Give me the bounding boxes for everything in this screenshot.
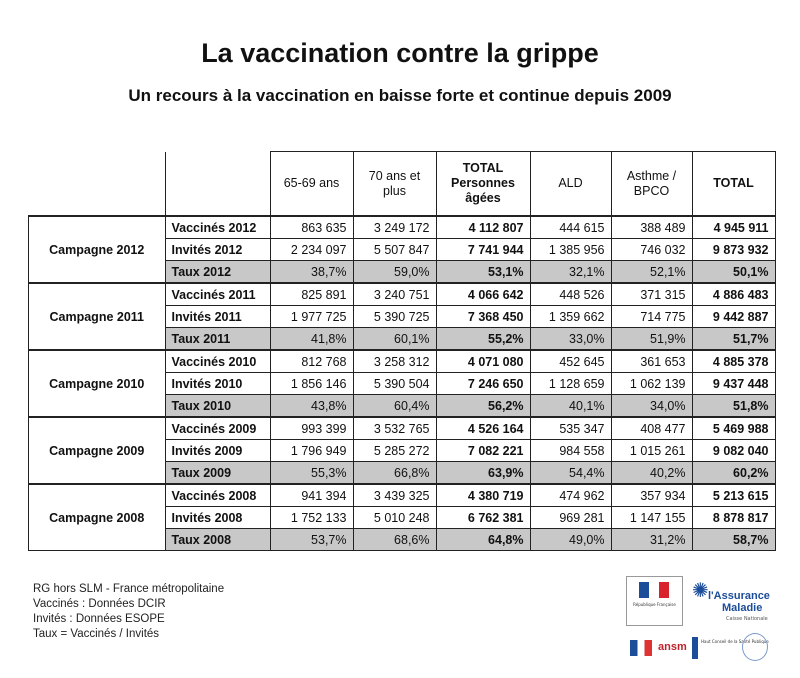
table-cell: 4 380 719 — [436, 484, 530, 507]
table-cell: 56,2% — [436, 395, 530, 418]
table-cell: 3 258 312 — [353, 350, 436, 373]
table-cell: 6 762 381 — [436, 507, 530, 529]
campaign-label: Campagne 2011 — [29, 283, 166, 350]
footnote: Taux = Vaccinés / Invités — [33, 628, 160, 640]
table-cell: 52,1% — [611, 261, 692, 284]
footnote: Invités : Données ESOPE — [33, 613, 165, 625]
table-cell: 55,3% — [270, 462, 353, 485]
table-cell: 51,9% — [611, 328, 692, 351]
table-cell: 55,2% — [436, 328, 530, 351]
campaign-label: Campagne 2009 — [29, 417, 166, 484]
table-cell: 41,8% — [270, 328, 353, 351]
table-cell: 7 368 450 — [436, 306, 530, 328]
row-label: Taux 2010 — [165, 395, 270, 418]
table-cell: 60,2% — [692, 462, 775, 485]
header-asthme-bpco: Asthme / BPCO — [611, 152, 692, 217]
hcsp-logo — [692, 637, 769, 659]
row-label: Invités 2008 — [165, 507, 270, 529]
assurance-logo-line3: Caisse Nationale — [726, 616, 768, 622]
table-cell: 535 347 — [530, 417, 611, 440]
table-cell: 4 885 378 — [692, 350, 775, 373]
row-label: Invités 2010 — [165, 373, 270, 395]
table-cell: 60,4% — [353, 395, 436, 418]
table-cell: 5 507 847 — [353, 239, 436, 261]
table-cell: 1 015 261 — [611, 440, 692, 462]
table-cell: 812 768 — [270, 350, 353, 373]
table-cell: 68,6% — [353, 529, 436, 551]
row-label: Invités 2009 — [165, 440, 270, 462]
blank-corner-cell — [29, 152, 166, 217]
table-cell: 825 891 — [270, 283, 353, 306]
table-cell: 474 962 — [530, 484, 611, 507]
table-cell: 9 873 932 — [692, 239, 775, 261]
footnote: RG hors SLM - France métropolitaine — [33, 583, 225, 595]
table-cell: 53,7% — [270, 529, 353, 551]
table-cell: 7 082 221 — [436, 440, 530, 462]
table-cell: 4 071 080 — [436, 350, 530, 373]
table-cell: 8 878 817 — [692, 507, 775, 529]
row-label: Vaccinés 2012 — [165, 216, 270, 239]
table-cell: 371 315 — [611, 283, 692, 306]
table-cell: 969 281 — [530, 507, 611, 529]
table-cell: 714 775 — [611, 306, 692, 328]
table-cell: 452 645 — [530, 350, 611, 373]
table-cell: 34,0% — [611, 395, 692, 418]
header-total-personnes-agees: TOTAL Personnes âgées — [436, 152, 530, 217]
page-subtitle: Un recours à la vaccination en baisse forte et continue depuis 2009 — [128, 86, 672, 105]
table-cell: 5 213 615 — [692, 484, 775, 507]
republique-logo-text: République Française — [633, 602, 676, 607]
table-cell: 7 246 650 — [436, 373, 530, 395]
table-cell: 4 112 807 — [436, 216, 530, 239]
row-label: Vaccinés 2010 — [165, 350, 270, 373]
table-cell: 1 128 659 — [530, 373, 611, 395]
table-cell: 1 752 133 — [270, 507, 353, 529]
table-cell: 40,1% — [530, 395, 611, 418]
table-cell: 941 394 — [270, 484, 353, 507]
vaccination-table — [28, 151, 776, 551]
table-cell: 357 934 — [611, 484, 692, 507]
table-cell: 9 082 040 — [692, 440, 775, 462]
round-seal-logo-icon — [742, 633, 768, 661]
table-cell: 444 615 — [530, 216, 611, 239]
header-total: TOTAL — [692, 152, 775, 217]
table-cell: 60,1% — [353, 328, 436, 351]
table-cell: 4 066 642 — [436, 283, 530, 306]
row-label: Invités 2011 — [165, 306, 270, 328]
page-title: La vaccination contre la grippe — [201, 38, 599, 68]
table-cell: 1 147 155 — [611, 507, 692, 529]
table-cell: 40,2% — [611, 462, 692, 485]
assurance-maladie-mark-icon: ✺ — [692, 578, 709, 602]
table-cell: 5 010 248 — [353, 507, 436, 529]
table-cell: 388 489 — [611, 216, 692, 239]
table-cell: 408 477 — [611, 417, 692, 440]
table-cell: 51,7% — [692, 328, 775, 351]
table-header-row — [29, 152, 776, 217]
ansm-logo: ansm — [658, 641, 687, 653]
table-cell: 1 856 146 — [270, 373, 353, 395]
header-70-plus: 70 ans et plus — [353, 152, 436, 217]
row-label: Taux 2011 — [165, 328, 270, 351]
table-cell: 4 526 164 — [436, 417, 530, 440]
table-cell: 746 032 — [611, 239, 692, 261]
table-cell: 984 558 — [530, 440, 611, 462]
table-cell: 9 437 448 — [692, 373, 775, 395]
row-label: Vaccinés 2008 — [165, 484, 270, 507]
header-ald: ALD — [530, 152, 611, 217]
assurance-logo-line1: l'Assurance — [708, 590, 770, 602]
row-label: Taux 2008 — [165, 529, 270, 551]
table-cell: 1 796 949 — [270, 440, 353, 462]
campaign-label: Campagne 2012 — [29, 216, 166, 283]
table-row — [29, 484, 776, 507]
table-cell: 63,9% — [436, 462, 530, 485]
table-cell: 32,1% — [530, 261, 611, 284]
table-cell: 863 635 — [270, 216, 353, 239]
table-cell: 448 526 — [530, 283, 611, 306]
footnotes — [33, 582, 224, 642]
table-cell: 49,0% — [530, 529, 611, 551]
table-cell: 50,1% — [692, 261, 775, 284]
row-label: Taux 2009 — [165, 462, 270, 485]
table-row — [29, 283, 776, 306]
table-cell: 59,0% — [353, 261, 436, 284]
table-row — [29, 417, 776, 440]
table-cell: 51,8% — [692, 395, 775, 418]
table-cell: 1 062 139 — [611, 373, 692, 395]
table-cell: 3 240 751 — [353, 283, 436, 306]
table-cell: 1 385 956 — [530, 239, 611, 261]
table-cell: 3 532 765 — [353, 417, 436, 440]
assurance-logo-line2: Maladie — [722, 602, 763, 614]
blank-corner-cell — [165, 152, 270, 217]
table-row — [29, 216, 776, 239]
table-cell: 361 653 — [611, 350, 692, 373]
row-label: Vaccinés 2009 — [165, 417, 270, 440]
hcsp-logo-text: Haut Conseil de la Santé Publique — [701, 639, 769, 644]
table-cell: 58,7% — [692, 529, 775, 551]
header-65-69: 65-69 ans — [270, 152, 353, 217]
table-cell: 1 359 662 — [530, 306, 611, 328]
row-label: Invités 2012 — [165, 239, 270, 261]
table-cell: 4 886 483 — [692, 283, 775, 306]
table-row — [29, 350, 776, 373]
table-cell: 38,7% — [270, 261, 353, 284]
table-cell: 64,8% — [436, 529, 530, 551]
table-cell: 5 285 272 — [353, 440, 436, 462]
footnote: Vaccinés : Données DCIR — [33, 598, 166, 610]
table-cell: 33,0% — [530, 328, 611, 351]
table-cell: 2 234 097 — [270, 239, 353, 261]
table-cell: 3 249 172 — [353, 216, 436, 239]
table-cell: 5 469 988 — [692, 417, 775, 440]
table-cell: 9 442 887 — [692, 306, 775, 328]
table-cell: 5 390 504 — [353, 373, 436, 395]
table-cell: 31,2% — [611, 529, 692, 551]
tricolor-flag-icon — [639, 582, 669, 598]
table-cell: 66,8% — [353, 462, 436, 485]
table-cell: 993 399 — [270, 417, 353, 440]
table-cell: 43,8% — [270, 395, 353, 418]
assurance-maladie-logo — [690, 578, 780, 628]
row-label: Vaccinés 2011 — [165, 283, 270, 306]
table-cell: 3 439 325 — [353, 484, 436, 507]
table-cell: 4 945 911 — [692, 216, 775, 239]
campaign-label: Campagne 2010 — [29, 350, 166, 417]
table-cell: 5 390 725 — [353, 306, 436, 328]
table-cell: 54,4% — [530, 462, 611, 485]
table-cell: 1 977 725 — [270, 306, 353, 328]
campaign-label: Campagne 2008 — [29, 484, 166, 551]
row-label: Taux 2012 — [165, 261, 270, 284]
table-cell: 53,1% — [436, 261, 530, 284]
ministere-logo-icon — [630, 640, 652, 656]
table-cell: 7 741 944 — [436, 239, 530, 261]
republique-francaise-logo — [626, 576, 683, 626]
